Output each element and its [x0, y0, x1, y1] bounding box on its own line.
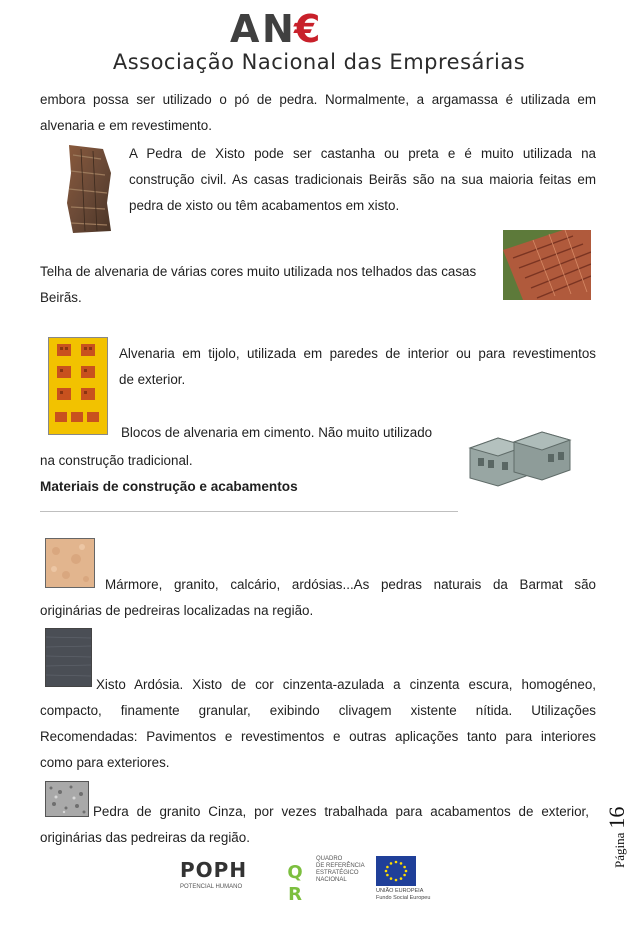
eu-text-line: Fundo Social Europeu	[376, 895, 431, 901]
paragraph-line: Blocos de alvenaria em cimento. Não muito utilizado	[121, 425, 433, 440]
paragraph-line: embora possa ser utilizado o pó de pedra. Normalmente, a argamassa é utilizada em	[40, 92, 596, 107]
paragraph-line: Beirãs.	[40, 290, 82, 305]
svg-text:€: €	[294, 8, 321, 48]
footer-logos	[180, 852, 450, 908]
qren-text	[316, 856, 372, 884]
qren-text-line: NACIONAL	[316, 877, 347, 883]
paragraph-line: como para exteriores.	[40, 755, 170, 770]
paragraph-line: compacto, finamente granular, exibindo clivagem xistente nítida. Utilizações	[40, 703, 596, 718]
paragraph-line: Recomendadas: Pavimentos e revestimentos e outras aplicações tanto para interiores	[40, 729, 596, 744]
org-logo-mark	[222, 8, 422, 48]
eu-text	[376, 888, 456, 902]
paragraph-line: A Pedra de Xisto pode ser castanha ou preta e é muito utilizada na	[129, 146, 596, 161]
slate-sample-image	[45, 628, 92, 687]
section-divider	[40, 511, 458, 512]
paragraph-line: Alvenaria em tijolo, utilizada em paredes de interior ou para revestimentos	[119, 346, 596, 361]
section-heading: Materiais de construção e acabamentos	[40, 479, 298, 494]
paragraph-line: pedra de xisto ou têm acabamentos em xisto.	[129, 198, 400, 213]
paragraph-line: alvenaria e em revestimento.	[40, 118, 212, 133]
paragraph-line: Pedra de granito Cinza, por vezes trabalhada para acabamentos de exterior,	[93, 804, 589, 819]
poph-tagline: POTENCIAL HUMANO	[180, 884, 243, 890]
paragraph-line: construção civil. As casas tradicionais Beirãs são na sua maioria feitas em	[129, 172, 596, 187]
qren-text-line: QUADRO	[316, 856, 343, 862]
roof-tiles-image	[503, 230, 591, 300]
paragraph-line: Mármore, granito, calcário, ardósias...As pedras naturais da Barmat são	[105, 577, 596, 592]
svg-text:R: R	[288, 884, 302, 905]
granite-sample-image	[45, 781, 89, 817]
paragraph-line: de exterior.	[119, 372, 186, 387]
paragraph-line: Telha de alvenaria de várias cores muito utilizada nos telhados das casas	[40, 264, 477, 279]
eu-flag-icon	[376, 856, 416, 886]
page-number	[596, 770, 636, 868]
bricks-image	[48, 337, 108, 435]
paragraph-line: originárias das pedreiras da região.	[40, 830, 250, 845]
qren-text-line: DE REFERÊNCIA	[316, 863, 365, 869]
page-label: Página	[612, 832, 627, 868]
page-number-value: 16	[604, 806, 629, 829]
poph-logo	[180, 858, 268, 902]
qren-text-line: ESTRATÉGICO	[316, 870, 359, 876]
qren-logo	[276, 854, 314, 906]
eu-text-line: UNIÃO EUROPEIA	[376, 888, 424, 894]
svg-text:A: A	[230, 8, 260, 48]
svg-text:N: N	[262, 8, 294, 48]
paragraph-line: originárias de pedreiras localizadas na região.	[40, 603, 314, 618]
org-name: Associação Nacional das Empresárias	[112, 50, 526, 74]
cement-blocks-image	[468, 424, 572, 492]
xisto-stone-image	[63, 143, 115, 235]
marble-sample-image	[45, 538, 95, 588]
paragraph-line: na construção tradicional.	[40, 453, 193, 468]
svg-text:Q: Q	[287, 862, 303, 883]
paragraph-line: Xisto Ardósia. Xisto de cor cinzenta-azulada a cinzenta escura, homogéneo,	[96, 677, 596, 692]
poph-logo-text: POPH	[180, 858, 248, 882]
